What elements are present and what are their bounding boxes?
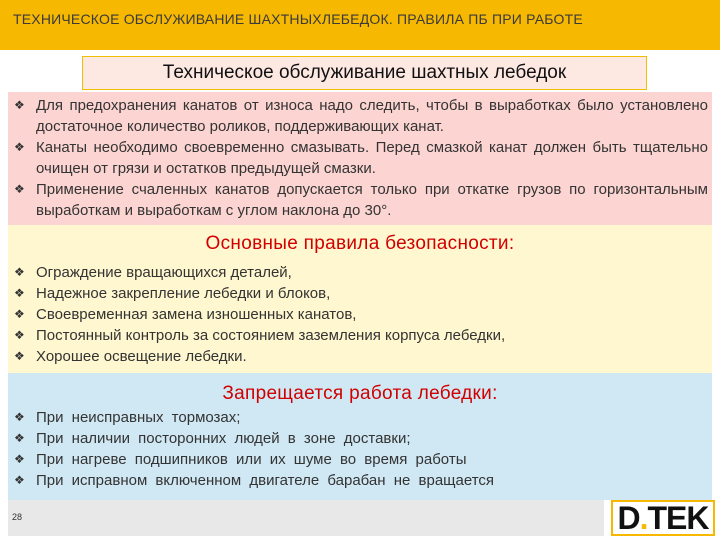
list-item-text: Постоянный контроль за состоянием заземления корпуса лебедки, [36, 327, 506, 344]
logo-dot-icon: . [639, 500, 648, 536]
maintenance-panel [8, 92, 712, 225]
diamond-bullet-icon: ❖ [14, 452, 25, 466]
slide-title: ТЕХНИЧЕСКОЕ ОБСЛУЖИВАНИЕ ШАХТНЫХЛЕБЕДОК. ПРАВИЛА ПБ ПРИ РАБОТЕ [13, 11, 583, 27]
list-item-text: Ограждение вращающихся деталей, [36, 264, 292, 281]
diamond-bullet-icon: ❖ [14, 307, 25, 321]
dtek-logo: D.TEK [611, 500, 715, 536]
list-item [8, 428, 698, 449]
main-heading: Техническое обслуживание шахтных лебедок [82, 56, 647, 90]
list-item-text: При наличии посторонних людей в зоне доставки; [36, 430, 411, 447]
list-item [8, 346, 698, 367]
list-item-text: При исправном включенном двигателе барабан не вращается [36, 472, 495, 489]
prohibited-title: Запрещается работа лебедки: [222, 383, 498, 404]
diamond-bullet-icon: ❖ [14, 473, 25, 487]
diamond-bullet-icon: ❖ [14, 410, 25, 424]
list-item [8, 262, 698, 283]
list-item-text: Своевременная замена изношенных канатов, [36, 306, 357, 323]
diamond-bullet-icon: ❖ [14, 286, 25, 300]
safety-panel [8, 225, 712, 373]
list-item [8, 304, 698, 325]
diamond-bullet-icon: ❖ [14, 140, 25, 154]
diamond-bullet-icon: ❖ [14, 182, 25, 196]
list-item-text: При нагреве подшипников или их шуме во время работы [36, 451, 467, 468]
safety-list [8, 262, 698, 367]
list-item-text: Канаты необходимо своевременно смазывать. Перед смазкой канат должен быть тщательно очищен от грязи и остатков предыдущей смазки. [36, 139, 708, 177]
list-item-text: Применение счаленных канатов допускается только при откатке грузов по горизонтальным выработкам и выработкам с углом наклона до 30°. [36, 181, 708, 219]
header-bar [0, 0, 720, 50]
diamond-bullet-icon: ❖ [14, 349, 25, 363]
prohibited-panel [8, 373, 712, 500]
prohibited-list [8, 407, 698, 491]
list-item [8, 449, 698, 470]
list-item [8, 95, 708, 137]
maintenance-list [8, 95, 708, 221]
list-item [8, 325, 698, 346]
page-number: 28 [12, 512, 23, 522]
diamond-bullet-icon: ❖ [14, 328, 25, 342]
list-item-text: Хорошее освещение лебедки. [36, 348, 247, 365]
footer-strip [8, 500, 604, 536]
list-item-text: При неисправных тормозах; [36, 409, 241, 426]
diamond-bullet-icon: ❖ [14, 265, 25, 279]
diamond-bullet-icon: ❖ [14, 431, 25, 445]
list-item [8, 283, 698, 304]
list-item-text: Надежное закрепление лебедки и блоков, [36, 285, 331, 302]
safety-title: Основные правила безопасности: [205, 233, 515, 254]
list-item-text: Для предохранения канатов от износа надо следить, чтобы в выработках было установлено достаточное количество роликов, поддерживающих канат. [36, 97, 708, 135]
list-item [8, 179, 708, 221]
list-item [8, 137, 708, 179]
list-item [8, 407, 698, 428]
diamond-bullet-icon: ❖ [14, 98, 25, 112]
list-item [8, 470, 698, 491]
